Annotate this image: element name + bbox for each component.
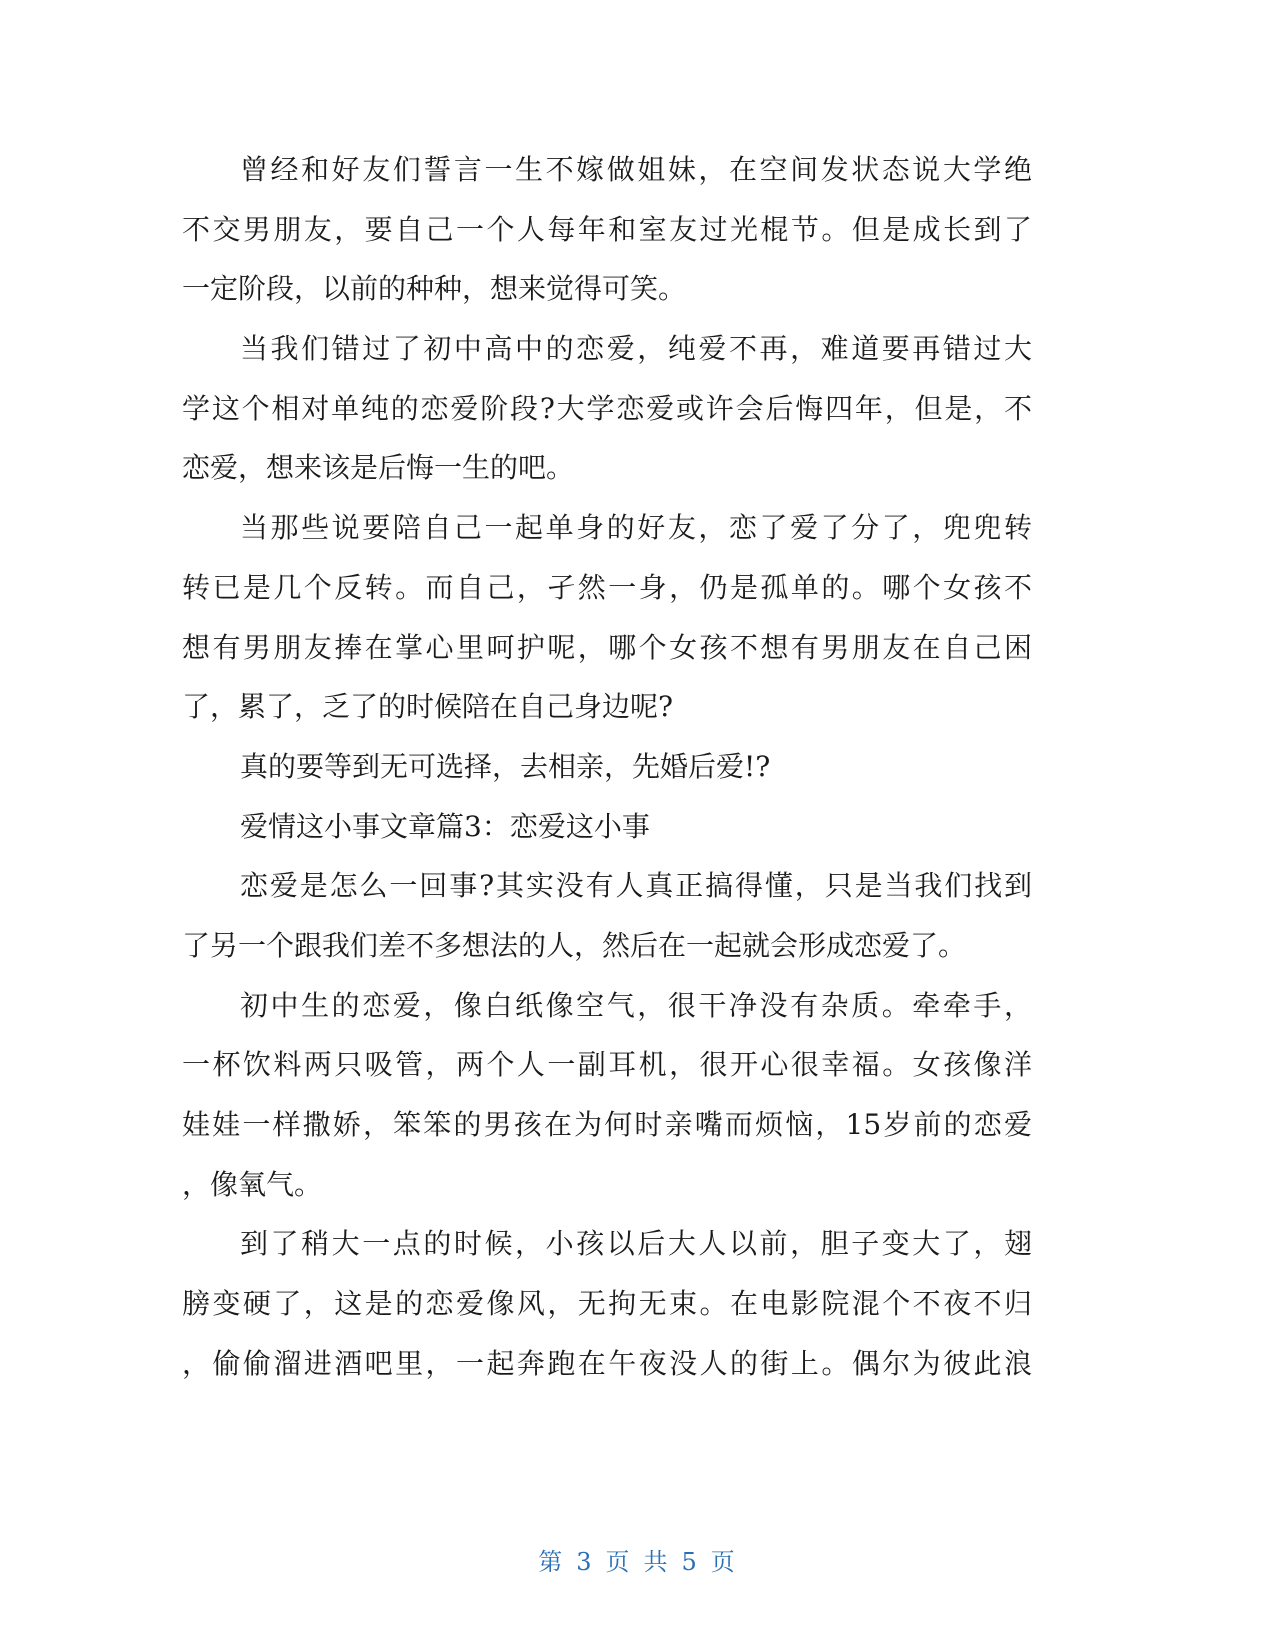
text-line: 膀变硬了，这是的恋爱像风，无拘无束。在电影院混个不夜不归 (182, 1287, 1032, 1321)
text-line: 到了稍大一点的时候，小孩以后大人以前，胆子变大了，翅 (240, 1227, 1032, 1261)
footer-current-page: 3 (576, 1548, 594, 1576)
text-line: 当我们错过了初中高中的恋爱，纯爱不再，难道要再错过大 (240, 332, 1032, 366)
text-line: 爱情这小事文章篇3：恋爱这小事 (240, 809, 650, 843)
text-line: 转已是几个反转。而自己，孑然一身，仍是孤单的。哪个女孩不 (182, 570, 1032, 604)
text-line: ，像氧气。 (182, 1167, 323, 1201)
document-body (182, 140, 1032, 1393)
footer-total-pages: 5 (681, 1548, 699, 1576)
text-line: 恋爱，想来该是后悔一生的吧。 (182, 451, 575, 485)
page-footer (0, 1542, 1275, 1577)
text-line: 娃娃一样撒娇，笨笨的男孩在为何时亲嘴而烦恼，15岁前的恋爱 (182, 1108, 1032, 1141)
text-line: 一定阶段，以前的种种，想来觉得可笑。 (182, 272, 687, 306)
text-line: 恋爱是怎么一回事?其实没有人真正搞得懂，只是当我们找到 (240, 869, 1032, 903)
text-line: 了，累了，乏了的时候陪在自己身边呢? (182, 690, 674, 724)
text-line: ，偷偷溜进酒吧里，一起奔跑在午夜没人的街上。偶尔为彼此浪 (182, 1346, 1032, 1380)
text-line: 了另一个跟我们差不多想法的人，然后在一起就会形成恋爱了。 (182, 928, 967, 962)
footer-page-label: 页 (605, 1548, 632, 1576)
footer-prefix: 第 (538, 1548, 565, 1576)
text-line: 当那些说要陪自己一起单身的好友，恋了爱了分了，兜兜转 (240, 511, 1032, 545)
text-line: 一杯饮料两只吸管，两个人一副耳机，很开心很幸福。女孩像洋 (182, 1048, 1032, 1082)
text-line: 不交男朋友，要自己一个人每年和室友过光棍节。但是成长到了 (182, 212, 1032, 246)
text-line: 初中生的恋爱，像白纸像空气，很干净没有杂质。牵牵手， (240, 988, 1032, 1022)
text-line: 曾经和好友们誓言一生不嫁做姐妹，在空间发状态说大学绝 (240, 153, 1032, 186)
text-line: 想有男朋友捧在掌心里呵护呢，哪个女孩不想有男朋友在自己困 (182, 630, 1032, 664)
footer-total-label: 共 (643, 1548, 670, 1576)
text-line: 学这个相对单纯的恋爱阶段?大学恋爱或许会后悔四年，但是，不 (182, 391, 1032, 425)
footer-page-end-label: 页 (710, 1548, 737, 1576)
text-line: 真的要等到无可选择，去相亲，先婚后爱!? (240, 749, 771, 783)
